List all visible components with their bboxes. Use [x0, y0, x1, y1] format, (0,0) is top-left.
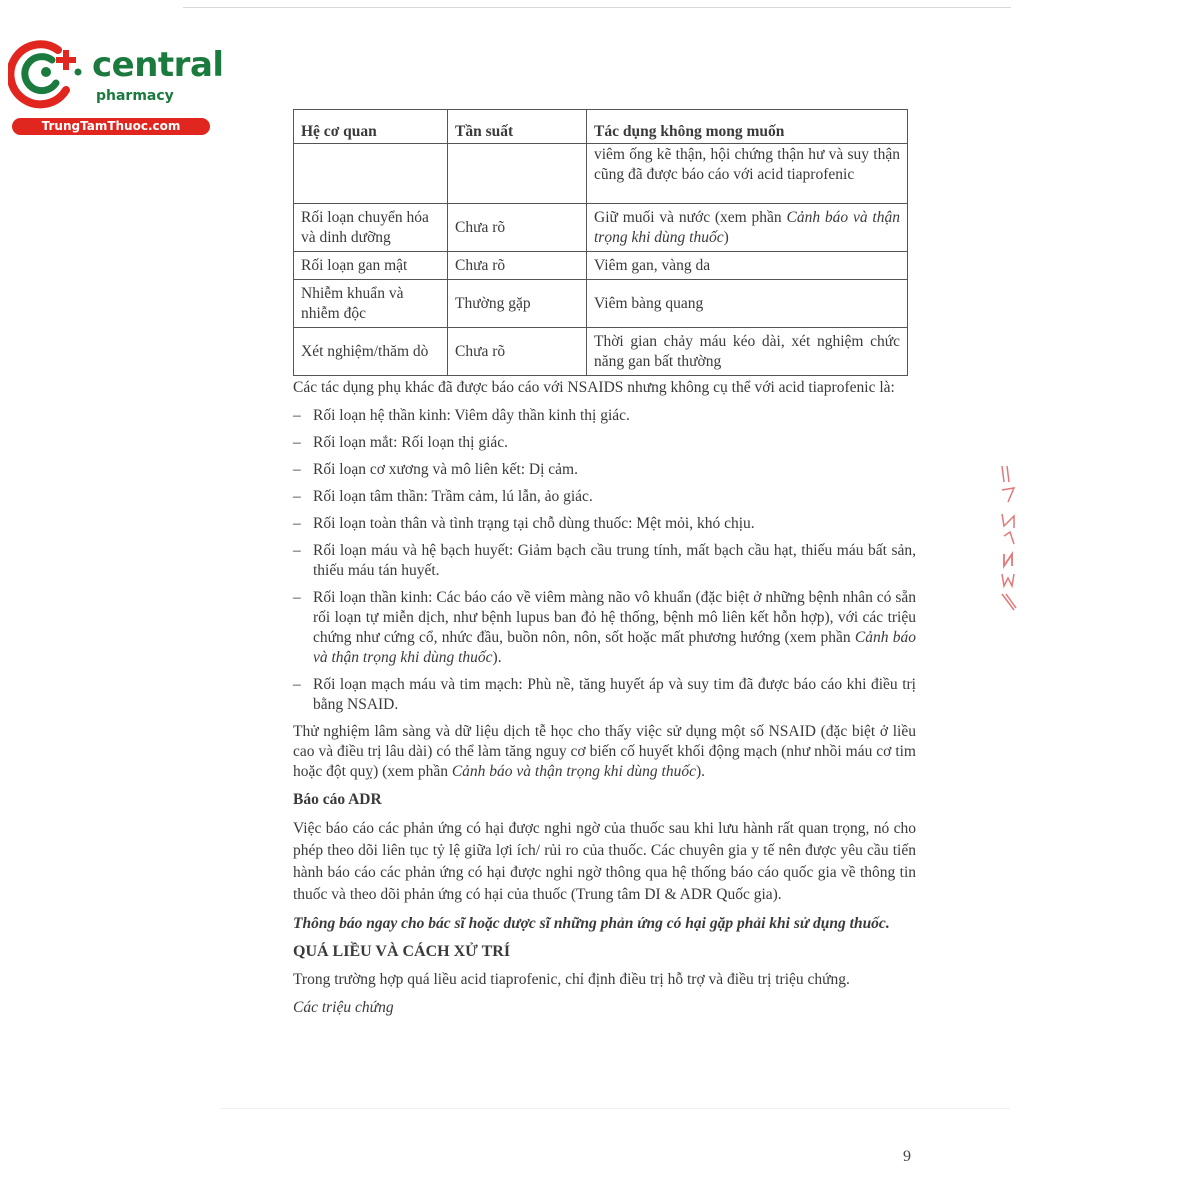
trial-reference: Cảnh báo và thận trọng khi dùng thuốc	[451, 763, 696, 780]
cell-system: Rối loạn gan mật	[294, 252, 448, 280]
cell-system	[294, 144, 448, 204]
neuro-text-end: ).	[492, 649, 502, 666]
list-item: – Rối loạn mạch máu và tim mạch: Phù nề, tăng huyết áp và suy tim đã được báo cáo khi điều trị bằng NSAID.	[293, 675, 916, 715]
intro-paragraph: Các tác dụng phụ khác đã được báo cáo với NSAIDS nhưng không cụ thể với acid tiaprofenic là:	[293, 379, 895, 396]
list-item: – Rối loạn mắt: Rối loạn thị giác.	[293, 433, 916, 453]
adr-heading: Báo cáo ADR	[293, 791, 382, 808]
cell-effect-text: Giữ muối và nước (xem phần	[594, 208, 787, 226]
page-number: 9	[903, 1148, 911, 1165]
bottom-rule	[220, 1108, 1010, 1109]
table-row	[294, 280, 908, 328]
document-body	[293, 378, 916, 1026]
table-row	[294, 252, 908, 280]
overdose-paragraph: Trong trường hợp quá liều acid tiaprofenic, chỉ định điều trị hỗ trợ và điều trị triệu chứng.	[293, 971, 850, 988]
header-frequency: Tần suất	[448, 110, 587, 144]
cell-effect: Thời gian chảy máu kéo dài, xét nghiệm chức năng gan bất thường	[587, 328, 908, 376]
list-item-neuro	[293, 588, 916, 668]
trial-text-end: ).	[695, 763, 706, 780]
cell-effect-reference: Cảnh báo và thận trọng khi dùng thuốc	[594, 208, 900, 246]
trial-text: Thử nghiệm lâm sàng và dữ liệu dịch tễ học cho thấy việc sử dụng một số NSAID (đặc biệt ở liều cao và điều trị lâu dài) có thể làm tăng nguy cơ biến cố huyết khối động mạch (như nhồi máu cơ tim hoặc đột quỵ) (xem phần	[293, 723, 916, 780]
cell-system: Xét nghiệm/thăm dò	[294, 328, 448, 376]
list-item: – Rối loạn tâm thần: Trầm cảm, lú lẫn, ảo giác.	[293, 487, 916, 507]
cell-system: Rối loạn chuyển hóa và dinh dưỡng	[294, 204, 448, 252]
top-rule	[183, 7, 1011, 8]
logo-url-badge[interactable]: TrungTamThuoc.com	[12, 118, 210, 135]
cell-effect: viêm ống kẽ thận, hội chứng thận hư và suy thận cũng đã được báo cáo với acid tiaprofenic	[587, 144, 908, 204]
cell-effect: Viêm bàng quang	[587, 280, 908, 328]
header-system: Hệ cơ quan	[294, 110, 448, 144]
table-header-row	[294, 110, 908, 144]
table-row	[294, 204, 908, 252]
side-effects-list	[293, 406, 916, 715]
clinical-trial-paragraph	[293, 722, 916, 782]
table-row	[294, 328, 908, 376]
central-pharmacy-logo[interactable]	[8, 36, 224, 136]
cell-frequency: Chưa rõ	[448, 252, 587, 280]
header-effect: Tác dụng không mong muốn	[587, 110, 908, 144]
cell-effect	[587, 204, 908, 252]
stamp-icon	[996, 462, 1022, 612]
adverse-effects-table	[293, 109, 908, 376]
list-item: – Rối loạn cơ xương và mô liên kết: Dị cảm.	[293, 460, 916, 480]
overdose-heading: QUÁ LIỀU VÀ CÁCH XỬ TRÍ	[293, 943, 511, 960]
neuro-reference: Cảnh báo và thận trọng khi dùng thuốc	[313, 629, 917, 666]
cell-effect-text-end: )	[723, 228, 729, 246]
list-item: – Rối loạn toàn thân và tình trạng tại chỗ dùng thuốc: Mệt mỏi, khó chịu.	[293, 514, 916, 534]
logo-subtitle: pharmacy	[96, 88, 174, 104]
neuro-text: Rối loạn thần kinh: Các báo cáo về viêm màng não vô khuẩn (đặc biệt ở những bệnh nhân có sẵn rối loạn tự miễn dịch, như bệnh lupus ban đỏ hệ thống, bệnh mô liên kết hỗn hợp), với các triệu chứng như cứng cổ, nhức đầu, buồn nôn, nôn, sốt hoặc mất phương hướng (xem phần	[313, 589, 916, 646]
table-row	[294, 144, 908, 204]
cell-frequency: Chưa rõ	[448, 204, 587, 252]
list-item: – Rối loạn hệ thần kinh: Viêm dây thần kinh thị giác.	[293, 406, 916, 426]
cell-system: Nhiễm khuẩn và nhiễm độc	[294, 280, 448, 328]
cell-effect: Viêm gan, vàng da	[587, 252, 908, 280]
cell-frequency: Chưa rõ	[448, 328, 587, 376]
symptoms-label: Các triệu chứng	[293, 999, 394, 1016]
list-item: – Rối loạn máu và hệ bạch huyết: Giảm bạch cầu trung tính, mất bạch cầu hạt, thiếu máu bất sản, thiếu máu tán huyết.	[293, 541, 916, 581]
red-stamp-mark	[996, 462, 1022, 612]
adr-paragraph: Việc báo cáo các phản ứng có hại được nghi ngờ của thuốc sau khi lưu hành rất quan trọng, nó cho phép theo dõi liên tục tỷ lệ giữa lợi ích/ rủi ro của thuốc. Các chuyên gia y tế nên được yêu cầu tiến hành báo cáo các phản ứng có hại được nghi ngờ thông qua hệ thống báo cáo quốc gia về thông tin thuốc và theo dõi phản ứng có hại của thuốc (Trung tâm DI & ADR Quốc gia).	[293, 820, 916, 903]
pharmacy-cross-logo-icon	[8, 36, 90, 116]
logo-name: central	[92, 45, 224, 85]
cell-frequency	[448, 144, 587, 204]
notice-paragraph: Thông báo ngay cho bác sĩ hoặc dược sĩ những phản ứng có hại gặp phải khi sử dụng thuốc.	[293, 915, 890, 932]
cell-frequency: Thường gặp	[448, 280, 587, 328]
